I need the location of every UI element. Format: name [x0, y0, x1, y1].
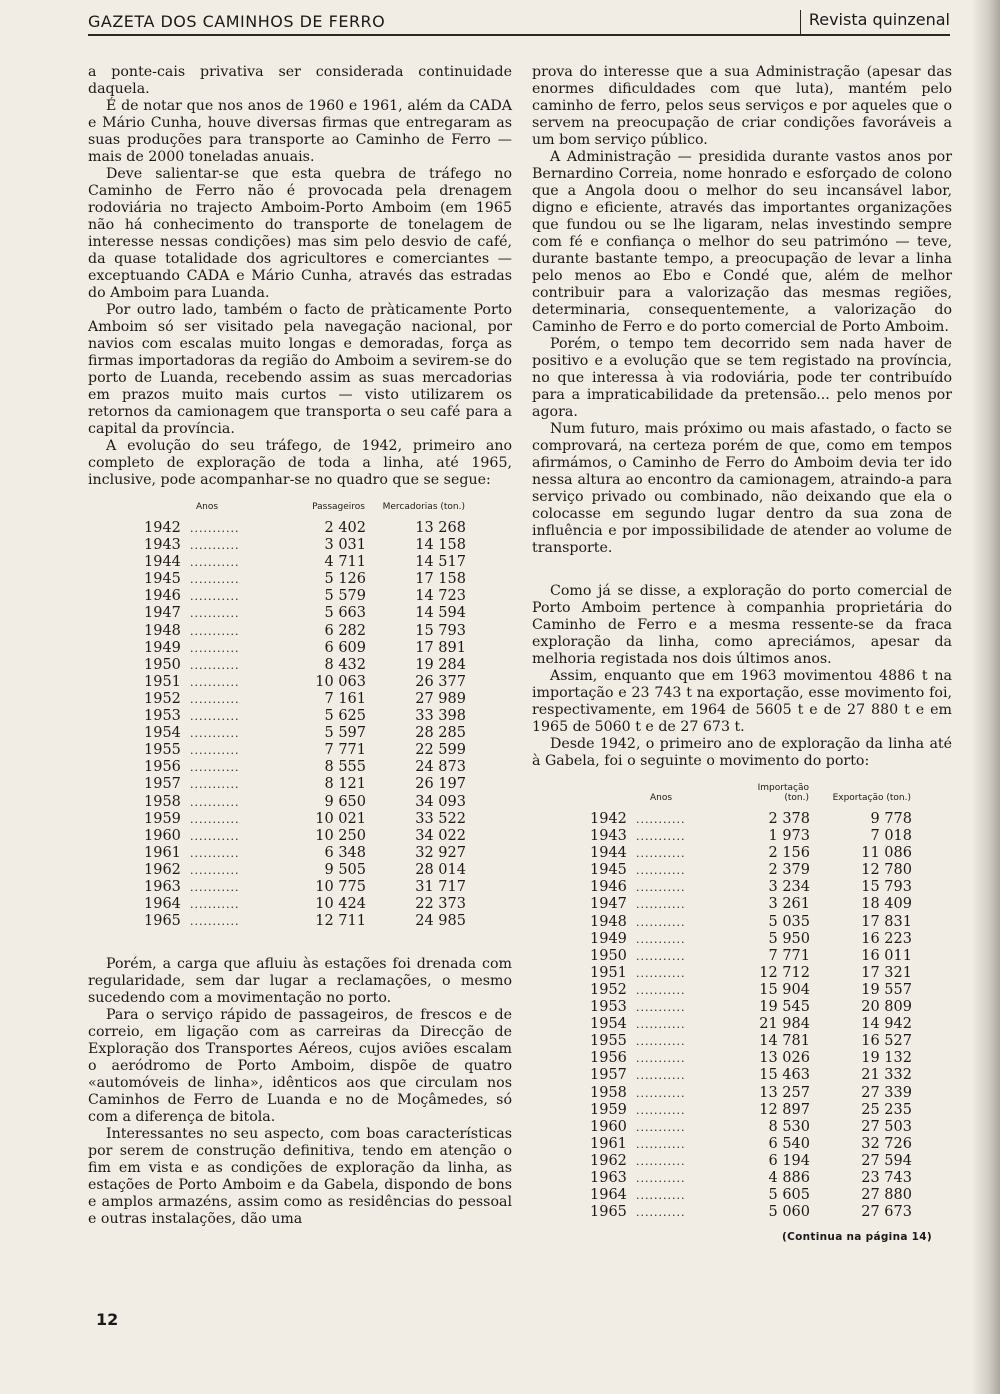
- leader-dots: ...........: [636, 983, 686, 997]
- year-cell: 1965: [590, 1204, 627, 1221]
- year-cell: 1951: [144, 673, 181, 690]
- table-row: [144, 571, 466, 588]
- value-cell: 19 545: [759, 999, 810, 1016]
- value-cell: 32 726: [861, 1135, 912, 1152]
- value-cell: 13 268: [415, 520, 466, 536]
- table-row: [590, 1016, 912, 1033]
- table-row: [144, 794, 466, 811]
- value-cell: 25 235: [861, 1101, 912, 1118]
- paragraph: Como já se disse, a exploração do porto comercial de Porto Amboim pertence à companhia proprietária do Caminho de Ferro e a mesma ressente-se da fraca exploração da linha, como apreciámos, apesar da melhoria registada nos dois últimos anos.: [532, 583, 952, 667]
- paragraph: Porém, a carga que afluiu às estações foi drenada com regularidade, sem dar lugar a reclamações, o mesmo sucedendo com a movimentação no porto.: [88, 956, 512, 1007]
- value-cell: 5 035: [768, 913, 810, 930]
- value-cell: 24 873: [415, 759, 466, 776]
- value-cell: 12 897: [759, 1101, 810, 1118]
- leader-dots: ...........: [190, 795, 240, 809]
- value-cell: 5 625: [324, 708, 366, 725]
- year-cell: 1944: [144, 554, 181, 571]
- value-cell: 19 132: [861, 1050, 912, 1067]
- table-row: [590, 1085, 912, 1102]
- leader-dots: ...........: [636, 1120, 686, 1134]
- leader-dots: ...........: [636, 830, 686, 844]
- value-cell: 17 831: [861, 913, 912, 930]
- leader-dots: ...........: [190, 607, 240, 621]
- value-cell: 20 809: [861, 999, 912, 1016]
- year-cell: 1952: [144, 690, 181, 707]
- page-number: 12: [96, 1310, 119, 1329]
- leader-dots: ...........: [636, 1086, 686, 1100]
- value-cell: 34 022: [415, 827, 466, 844]
- left-column: [88, 64, 512, 1228]
- leader-dots: ...........: [190, 573, 240, 587]
- table-row: [144, 657, 466, 674]
- value-cell: 27 594: [861, 1152, 912, 1169]
- value-cell: 27 989: [415, 690, 466, 707]
- leader-dots: ...........: [636, 932, 686, 946]
- leader-dots: ...........: [636, 915, 686, 929]
- value-cell: 7 771: [324, 742, 366, 759]
- leader-dots: ...........: [636, 1103, 686, 1117]
- value-cell: 15 793: [415, 622, 466, 639]
- value-cell: 7 018: [870, 828, 912, 845]
- table-row: [144, 520, 466, 537]
- year-cell: 1956: [144, 759, 181, 776]
- table-row: [590, 948, 912, 965]
- paragraph: a ponte-cais privativa ser considerada continuidade daquela.: [88, 64, 512, 97]
- paragraph: Deve salientar-se que esta quebra de tráfego no Caminho de Ferro não é provocada pela drenagem rodoviária no trajecto Amboim-Porto Amboim (em 1965 não há conhecimento do transporte de tonelagem de interesse nessas condições) mas sim pelo desvio de café, da quase totalidade dos agricultores e comerciantes — exceptuando CADA e Mário Cunha, através das estradas do Amboim para Luanda.: [88, 166, 512, 301]
- value-cell: 2 156: [768, 845, 810, 862]
- value-cell: 27 339: [861, 1084, 912, 1101]
- value-cell: 5 579: [324, 588, 366, 605]
- table-body: [144, 520, 466, 930]
- leader-dots: ...........: [190, 710, 240, 724]
- leader-dots: ...........: [190, 624, 240, 638]
- right-column: [532, 64, 952, 1246]
- leader-dots: ...........: [190, 641, 240, 655]
- value-cell: 16 223: [861, 930, 912, 947]
- leader-dots: ...........: [636, 1052, 686, 1066]
- table-row: [144, 913, 466, 930]
- year-cell: 1959: [590, 1101, 627, 1118]
- value-cell: 19 284: [415, 656, 466, 673]
- leader-dots: ...........: [636, 1035, 686, 1049]
- table-row: [144, 691, 466, 708]
- leader-dots: ...........: [636, 1018, 686, 1032]
- paragraph: Assim, enquanto que em 1963 movimentou 4886 t na importação e 23 743 t na exportação, esse movimento foi, respectivamente, em 1964 de 5605 t e de 27 880 t e em 1965 de 5060 t e de 27 673 t.: [532, 668, 952, 735]
- table-row: [144, 554, 466, 571]
- value-cell: 8 530: [768, 1118, 810, 1135]
- value-cell: 6 609: [324, 639, 366, 656]
- year-cell: 1949: [590, 930, 627, 947]
- value-cell: 14 781: [759, 1033, 810, 1050]
- value-cell: 17 891: [415, 639, 466, 656]
- paragraph: Porém, o tempo tem decorrido sem nada haver de positivo e a evolução que se tem registado na província, no que interessa à via rodoviária, pode ter contribuído para a impraticabilidade da pretensão... pelo menos por agora.: [532, 336, 952, 420]
- table-row: [144, 588, 466, 605]
- paragraph: Num futuro, mais próximo ou mais afastado, o facto se comprovará, na certeza porém de que, como em tempos afirmámos, o Caminho de Ferro do Amboim devia ter ido nessa altura ao encontro da camionagem, atraindo-a para serviço privado ou combinado, não deixando que ela o colocasse em segundo lugar dentro da sua zona de influência e por impossibilidade de atender ao volume de transporte.: [532, 421, 952, 556]
- value-cell: 26 377: [415, 673, 466, 690]
- value-cell: 8 432: [324, 656, 366, 673]
- leader-dots: ...........: [636, 881, 686, 895]
- leader-dots: ...........: [636, 966, 686, 980]
- port-movement-table: [590, 782, 912, 1221]
- table-row: [144, 828, 466, 845]
- value-cell: 6 540: [768, 1135, 810, 1152]
- table-row: [590, 931, 912, 948]
- year-cell: 1951: [590, 964, 627, 981]
- table-row: [590, 1033, 912, 1050]
- year-cell: 1943: [590, 828, 627, 845]
- spacer: [532, 557, 952, 583]
- table-row: [590, 879, 912, 896]
- value-cell: 6 194: [768, 1152, 810, 1169]
- table-row: [590, 1050, 912, 1067]
- table-row: [144, 605, 466, 622]
- value-cell: 2 402: [324, 520, 366, 536]
- value-cell: 34 093: [415, 793, 466, 810]
- value-cell: 31 717: [415, 878, 466, 895]
- value-cell: 6 348: [324, 844, 366, 861]
- year-cell: 1948: [144, 622, 181, 639]
- value-cell: 9 778: [870, 811, 912, 827]
- leader-dots: ...........: [190, 863, 240, 877]
- year-cell: 1964: [144, 896, 181, 913]
- table-row: [590, 982, 912, 999]
- value-cell: 12 711: [315, 913, 366, 930]
- value-cell: 33 398: [415, 708, 466, 725]
- year-cell: 1945: [590, 862, 627, 879]
- year-cell: 1959: [144, 810, 181, 827]
- table-row: [144, 845, 466, 862]
- table-row: [144, 708, 466, 725]
- value-cell: 7 161: [324, 690, 366, 707]
- table-row: [144, 879, 466, 896]
- paragraph: Interessantes no seu aspecto, com boas características por serem de construção definitiva, tendo em atenção o fim em vista e as condições de exploração da linha, as estações de Porto Amboim e da Gabela, dispondo de bons e amplos armazéns, assim como as residências do pessoal e outras instalações, dão uma: [88, 1126, 512, 1228]
- year-cell: 1942: [590, 811, 627, 827]
- value-cell: 14 158: [415, 537, 466, 554]
- value-cell: 12 780: [861, 862, 912, 879]
- value-cell: 27 503: [861, 1118, 912, 1135]
- value-cell: 4 886: [768, 1169, 810, 1186]
- leader-dots: ...........: [190, 658, 240, 672]
- value-cell: 27 880: [861, 1187, 912, 1204]
- value-cell: 15 463: [759, 1067, 810, 1084]
- publication-frequency: Revista quinzenal: [800, 10, 950, 34]
- year-cell: 1946: [590, 879, 627, 896]
- leader-dots: ...........: [636, 949, 686, 963]
- value-cell: 5 597: [324, 725, 366, 742]
- table-row: [144, 537, 466, 554]
- value-cell: 5 605: [768, 1187, 810, 1204]
- leader-dots: ...........: [636, 898, 686, 912]
- page-header: [88, 8, 950, 36]
- table-row: [144, 674, 466, 691]
- year-cell: 1947: [144, 605, 181, 622]
- value-cell: 3 261: [768, 896, 810, 913]
- table-row: [144, 776, 466, 793]
- table-row: [590, 1067, 912, 1084]
- year-cell: 1960: [590, 1118, 627, 1135]
- column-header-years: Anos: [195, 502, 219, 512]
- leader-dots: ...........: [636, 864, 686, 878]
- value-cell: 23 743: [861, 1169, 912, 1186]
- leader-dots: ...........: [636, 1171, 686, 1185]
- value-cell: 8 121: [324, 776, 366, 793]
- value-cell: 5 950: [768, 930, 810, 947]
- paragraph: É de notar que nos anos de 1960 e 1961, além da CADA e Mário Cunha, houve diversas firmas que entregaram as suas produções para transporte ao Caminho de Ferro — mais de 2000 toneladas anuais.: [88, 98, 512, 165]
- leader-dots: ...........: [636, 813, 686, 826]
- table-row: [590, 862, 912, 879]
- value-cell: 14 517: [415, 554, 466, 571]
- value-cell: 14 723: [415, 588, 466, 605]
- leader-dots: ...........: [190, 744, 240, 758]
- value-cell: 5 663: [324, 605, 366, 622]
- publication-title: GAZETA DOS CAMINHOS DE FERRO: [88, 12, 386, 31]
- railway-traffic-table: [144, 501, 466, 930]
- year-cell: 1952: [590, 981, 627, 998]
- leader-dots: ...........: [190, 915, 240, 929]
- value-cell: 10 250: [315, 827, 366, 844]
- column-header-exports: Exportação (ton.): [832, 793, 911, 803]
- leader-dots: ...........: [190, 898, 240, 912]
- table-row: [590, 811, 912, 828]
- year-cell: 1963: [144, 878, 181, 895]
- value-cell: 17 158: [415, 571, 466, 588]
- leader-dots: ...........: [636, 847, 686, 861]
- value-cell: 9 650: [324, 793, 366, 810]
- value-cell: 15 904: [759, 981, 810, 998]
- table-row: [144, 811, 466, 828]
- year-cell: 1957: [144, 776, 181, 793]
- table-row: [144, 640, 466, 657]
- value-cell: 26 197: [415, 776, 466, 793]
- paragraph: Para o serviço rápido de passageiros, de frescos e de correio, em ligação com as carreiras da Direcção de Exploração dos Transportes Aéreos, cujos aviões escalam o aeródromo de Porto Amboim, dispõe de quatro «automóveis de linha», idênticos aos que circulam nos Caminhos de Ferro de Luanda e no de Moçâmedes, só com a diferença de bitola.: [88, 1007, 512, 1126]
- year-cell: 1953: [144, 708, 181, 725]
- leader-dots: ...........: [190, 880, 240, 894]
- paragraph: Desde 1942, o primeiro ano de exploração da linha até à Gabela, foi o seguinte o movimento do porto:: [532, 736, 952, 769]
- year-cell: 1963: [590, 1169, 627, 1186]
- table-row: [144, 896, 466, 913]
- paragraph: A Administração — presidida durante vastos anos por Bernardino Correia, nome honrado e esforçado de colono que a Angola doou o melhor do seu incansável labor, digno e eficiente, através das importantes organizações que fundou ou se lhe ligaram, nelas investindo sempre com fé e confiança o melhor do seu patrimóno — teve, durante bastante tempo, a preocupação de levar a linha pelo menos ao Ebo e Condé que, além de melhor contribuir para a valorização das mesmas regiões, determinaria, consequentemente, a valorização do Caminho de Ferro e do porto comercial de Porto Amboim.: [532, 149, 952, 335]
- leader-dots: ...........: [190, 675, 240, 689]
- continued-note: (Continua na página 14): [782, 1231, 932, 1244]
- year-cell: 1943: [144, 537, 181, 554]
- year-cell: 1955: [144, 742, 181, 759]
- column-header-goods: Mercadorias (ton.): [382, 502, 465, 512]
- value-cell: 2 378: [768, 811, 810, 827]
- leader-dots: ...........: [190, 522, 240, 535]
- paragraph: Por outro lado, também o facto de pràticamente Porto Amboim só ser visitado pela navegação nacional, por navios com escalas muito longas e demoradas, força as firmas importadoras da região do Amboim a sevirem-se do porto de Luanda, recebendo assim as suas mercadorias em prazos muito mais curtos — visto utilizarem os retornos da camionagem que transporta o seu café para a capital da província.: [88, 302, 512, 437]
- leader-dots: ...........: [190, 590, 240, 604]
- table-row: [590, 1170, 912, 1187]
- year-cell: 1948: [590, 913, 627, 930]
- paragraph: prova do interesse que a sua Administração (apesar das enormes dificuldades com que luta), mantém pelo caminho de ferro, pelos seus serviços e por aqueles que o servem na preocupação de criar condições favoráveis a um bom serviço público.: [532, 64, 952, 148]
- value-cell: 5 126: [324, 571, 366, 588]
- table-row: [144, 862, 466, 879]
- year-cell: 1946: [144, 588, 181, 605]
- year-cell: 1944: [590, 845, 627, 862]
- value-cell: 10 021: [315, 810, 366, 827]
- leader-dots: ...........: [190, 829, 240, 843]
- table-row: [144, 725, 466, 742]
- table-header-row: [590, 782, 912, 811]
- value-cell: 28 285: [415, 725, 466, 742]
- value-cell: 16 527: [861, 1033, 912, 1050]
- value-cell: 14 594: [415, 605, 466, 622]
- table-row: [590, 828, 912, 845]
- value-cell: 5 060: [768, 1204, 810, 1221]
- year-cell: 1956: [590, 1050, 627, 1067]
- year-cell: 1962: [590, 1152, 627, 1169]
- year-cell: 1954: [590, 1016, 627, 1033]
- year-cell: 1961: [590, 1135, 627, 1152]
- table-row: [590, 965, 912, 982]
- value-cell: 33 522: [415, 810, 466, 827]
- year-cell: 1965: [144, 913, 181, 930]
- table-row: [590, 1153, 912, 1170]
- leader-dots: ...........: [636, 1189, 686, 1203]
- leader-dots: ...........: [190, 778, 240, 792]
- leader-dots: ...........: [190, 727, 240, 741]
- table-row: [590, 999, 912, 1016]
- value-cell: 13 026: [759, 1050, 810, 1067]
- value-cell: 16 011: [861, 947, 912, 964]
- table-row: [144, 742, 466, 759]
- year-cell: 1953: [590, 999, 627, 1016]
- leader-dots: ...........: [190, 692, 240, 706]
- value-cell: 10 424: [315, 896, 366, 913]
- value-cell: 8 555: [324, 759, 366, 776]
- value-cell: 18 409: [861, 896, 912, 913]
- value-cell: 1 973: [768, 828, 810, 845]
- table-header-row: [144, 501, 466, 520]
- table-row: [590, 914, 912, 931]
- leader-dots: ...........: [190, 556, 240, 570]
- value-cell: 9 505: [324, 861, 366, 878]
- leader-dots: ...........: [636, 1206, 686, 1220]
- value-cell: 32 927: [415, 844, 466, 861]
- column-header-years: Anos: [649, 793, 673, 803]
- column-header-passengers: Passageiros: [312, 502, 365, 512]
- table-row: [590, 845, 912, 862]
- leader-dots: ...........: [636, 1069, 686, 1083]
- year-cell: 1958: [144, 793, 181, 810]
- value-cell: 22 373: [415, 896, 466, 913]
- year-cell: 1961: [144, 844, 181, 861]
- table-row: [590, 1102, 912, 1119]
- value-cell: 21 984: [759, 1016, 810, 1033]
- leader-dots: ...........: [190, 812, 240, 826]
- year-cell: 1942: [144, 520, 181, 536]
- table-row: [590, 1204, 912, 1221]
- year-cell: 1962: [144, 861, 181, 878]
- value-cell: 10 063: [315, 673, 366, 690]
- table-row: [590, 896, 912, 913]
- table-row: [144, 623, 466, 640]
- value-cell: 13 257: [759, 1084, 810, 1101]
- value-cell: 21 332: [861, 1067, 912, 1084]
- year-cell: 1950: [144, 656, 181, 673]
- year-cell: 1958: [590, 1084, 627, 1101]
- value-cell: 19 557: [861, 981, 912, 998]
- year-cell: 1955: [590, 1033, 627, 1050]
- value-cell: 14 942: [861, 1016, 912, 1033]
- value-cell: 11 086: [861, 845, 912, 862]
- year-cell: 1960: [144, 827, 181, 844]
- value-cell: 24 985: [415, 913, 466, 930]
- value-cell: 17 321: [861, 964, 912, 981]
- year-cell: 1945: [144, 571, 181, 588]
- value-cell: 4 711: [324, 554, 366, 571]
- value-cell: 2 379: [768, 862, 810, 879]
- year-cell: 1950: [590, 947, 627, 964]
- table-body: [590, 811, 912, 1221]
- value-cell: 22 599: [415, 742, 466, 759]
- value-cell: 3 234: [768, 879, 810, 896]
- value-cell: 12 712: [759, 964, 810, 981]
- table-row: [144, 759, 466, 776]
- year-cell: 1947: [590, 896, 627, 913]
- leader-dots: ...........: [190, 539, 240, 553]
- value-cell: 3 031: [324, 537, 366, 554]
- value-cell: 28 014: [415, 861, 466, 878]
- value-cell: 10 775: [315, 878, 366, 895]
- year-cell: 1949: [144, 639, 181, 656]
- leader-dots: ...........: [636, 1137, 686, 1151]
- year-cell: 1957: [590, 1067, 627, 1084]
- table-row: [590, 1119, 912, 1136]
- value-cell: 27 673: [861, 1204, 912, 1221]
- column-header-imports: Importação (ton.): [757, 783, 809, 803]
- value-cell: 7 771: [768, 947, 810, 964]
- page-edge-shadow: [972, 0, 1000, 1394]
- table-row: [590, 1187, 912, 1204]
- leader-dots: ...........: [636, 1154, 686, 1168]
- leader-dots: ...........: [190, 761, 240, 775]
- paragraph: A evolução do seu tráfego, de 1942, primeiro ano completo de exploração de toda a linha, até 1965, inclusive, pode acompanhar-se no quadro que se segue:: [88, 438, 512, 488]
- table-row: [590, 1136, 912, 1153]
- value-cell: 6 282: [324, 622, 366, 639]
- spacer: [88, 930, 512, 956]
- year-cell: 1964: [590, 1187, 627, 1204]
- leader-dots: ...........: [190, 846, 240, 860]
- year-cell: 1954: [144, 725, 181, 742]
- leader-dots: ...........: [636, 1001, 686, 1015]
- value-cell: 15 793: [861, 879, 912, 896]
